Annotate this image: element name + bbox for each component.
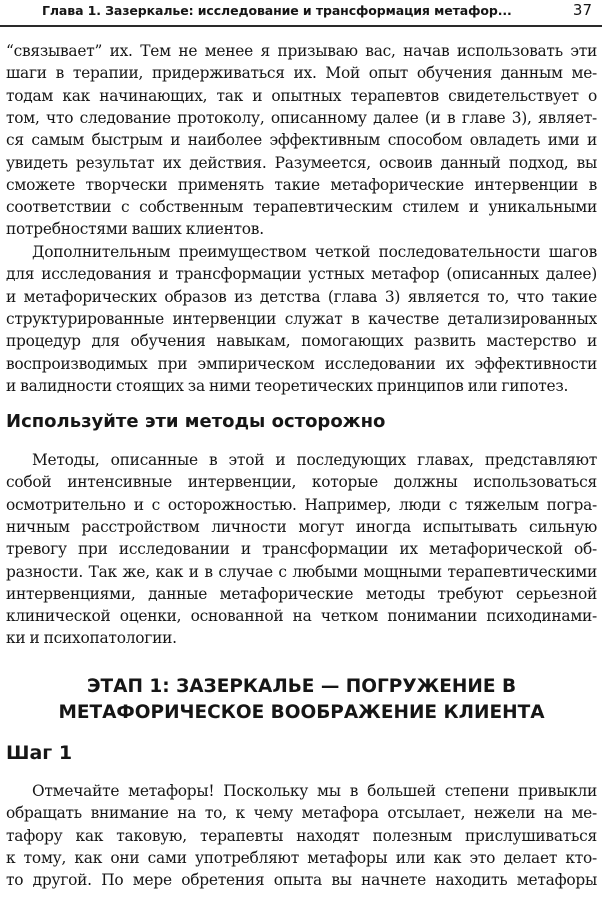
text-line: к тому, как они сами употребляют метафоры или как это делает кто- xyxy=(6,849,597,867)
text-line: и метафорических образов из детства (глава 3) является то, что такие xyxy=(6,288,597,306)
text-line: тафору как таковую, терапевты находят полезным прислушиваться xyxy=(6,827,597,845)
text-line: и валидности стоящих за ними теоретических принципов или гипотез. xyxy=(6,377,569,395)
text-line: тодам как начинающих, так и опытных терапевтов свидетельствует о xyxy=(6,87,597,105)
text-line: процедур для обучения навыкам, помогающих развить мастерство и xyxy=(6,332,597,350)
text-line: том, что следование протоколу, описанному далее (и в главе 3), являет- xyxy=(6,109,597,127)
text-line: Отмечайте метафоры! Поскольку мы в большей степени привыкли xyxy=(32,782,597,800)
text-line: “связывает” их. Тем не менее я призываю вас, начав использовать эти xyxy=(6,42,597,60)
step-heading: Шаг 1 xyxy=(6,742,73,764)
text-line: ничным расстройством личности могут иногда испытывать сильную xyxy=(6,518,597,536)
text-line: ся самым быстрым и наиболее эффективным способом овладеть ими и xyxy=(6,131,597,149)
text-line: соответствии с собственным терапевтическим стилем и уникальными xyxy=(6,198,597,216)
stage-heading-line-1: ЭТАП 1: ЗАЗЕРКАЛЬЕ — ПОГРУЖЕНИЕ В xyxy=(86,676,517,697)
text-line: разности. Так же, как и в случае с любыми мощными терапевтическими xyxy=(6,563,597,581)
running-header xyxy=(0,0,602,27)
text-line: увидеть результат их действия. Разумеется, освоив данный подход, вы xyxy=(6,154,597,172)
stage-heading-line-2: МЕТАФОРИЧЕСКОЕ ВООБРАЖЕНИЕ КЛИЕНТА xyxy=(58,702,545,723)
text-line: осмотрительно и с осторожностью. Например, люди с тяжелым погра- xyxy=(6,496,597,514)
text-line: обращать внимание на то, к чему метафора отсылает, нежели на ме- xyxy=(6,804,597,822)
text-line: клинической оценки, основанной на четком понимании психодинами- xyxy=(6,607,597,625)
text-line: структурированные интервенции служат в качестве детализированных xyxy=(6,310,597,328)
text-line: ки и психопатологии. xyxy=(6,629,177,647)
text-line: сможете творчески применять такие метафорические интервенции в xyxy=(6,176,597,194)
text-line: тревогу при исследовании и трансформации их метафорической об- xyxy=(6,540,597,558)
page-number: 37 xyxy=(572,1,592,19)
text-line: шаги в терапии, придерживаться их. Мой опыт обучения данным ме- xyxy=(6,64,597,82)
text-line: потребностями ваших клиентов. xyxy=(6,220,264,238)
text-line: Дополнительным преимуществом четкой последовательности шагов xyxy=(32,243,597,261)
text-line: то другой. По мере обретения опыта вы начнете находить метафоры xyxy=(6,871,597,889)
text-line: Методы, описанные в этой и последующих главах, представляют xyxy=(32,451,597,469)
text-line: интервенциями, данные метафорические методы требуют серьезной xyxy=(6,585,597,603)
text-line: воспроизводимых при эмпирическом исследовании их эффективности xyxy=(6,355,597,373)
text-line: для исследования и трансформации устных метафор (описанных далее) xyxy=(6,265,597,283)
section-heading: Используйте эти методы осторожно xyxy=(6,411,386,432)
running-title: Глава 1. Зазеркалье: исследование и трансформация метафор... xyxy=(42,3,512,18)
text-line: собой интенсивные интервенции, которые должны использоваться xyxy=(6,473,597,491)
